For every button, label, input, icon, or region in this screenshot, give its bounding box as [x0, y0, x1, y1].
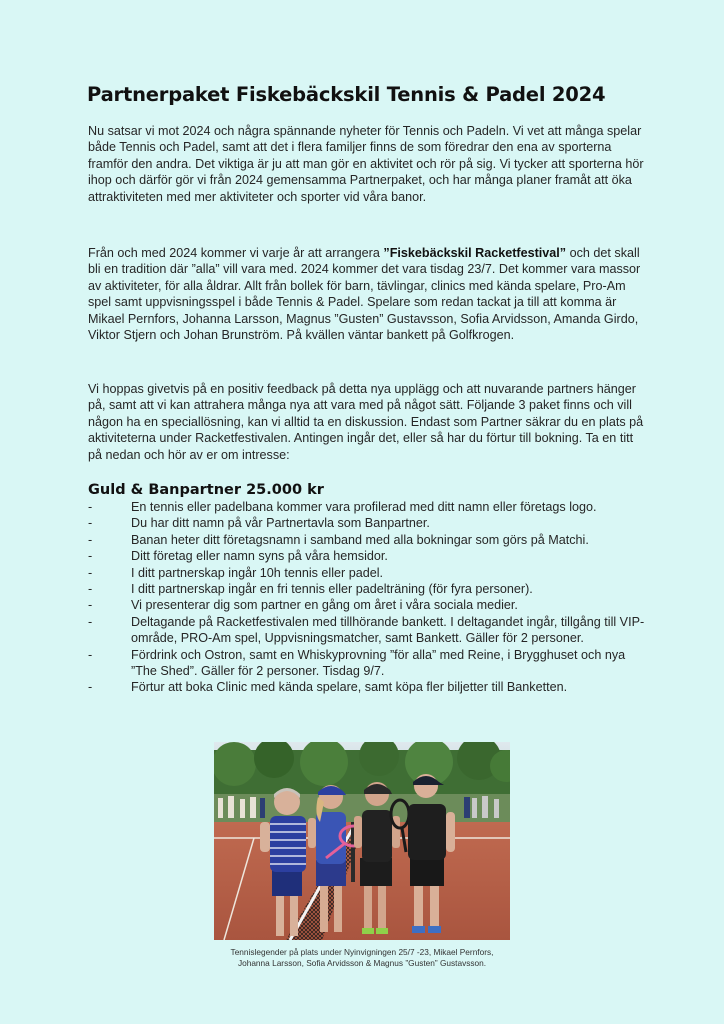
package-benefit-item: [88, 679, 648, 695]
package-benefit-item: [88, 614, 648, 647]
package-benefit-item: [88, 499, 648, 515]
package-benefit-item: [88, 565, 648, 581]
photo-caption: Tennislegender på plats under Nyinvigningen 25/7 -23, Mikael Pernfors, Johanna Larsson, Sofia Arvidsson & Magnus ”Gusten” Gustavsson.: [230, 947, 494, 968]
package-heading: Guld & Banpartner 25.000 kr: [88, 482, 324, 498]
racketfestival-name: ”Fiskebäckskil Racketfestival”: [383, 246, 567, 260]
package-benefit-text: I ditt partnerskap ingår 10h tennis eller padel.: [131, 565, 384, 580]
racketfestival-text-start: Från och med 2024 kommer vi varje år att arrangera: [88, 246, 384, 260]
bullet-dash: -: [88, 680, 93, 695]
package-benefit-text: Fördrink och Ostron, samt en Whiskyprovning ”för alla” med Reine, i Brygghuset och nya ”The Shed”. Gäller för 2 personer. Tisdag 9/7.: [131, 647, 626, 679]
package-benefits-list: [88, 499, 648, 696]
package-benefit-text: Ditt företag eller namn syns på våra hemsidor.: [131, 549, 388, 564]
bullet-dash: -: [88, 500, 93, 514]
package-benefit-item: [88, 597, 648, 613]
package-benefit-text: En tennis eller padelbana kommer vara profilerad med ditt namn eller företags logo.: [131, 500, 597, 514]
page-title: Partnerpaket Fiskebäckskil Tennis & Padel 2024: [87, 83, 606, 106]
event-photo: [214, 742, 510, 940]
racketfestival-paragraph: [88, 245, 644, 343]
packages-paragraph: Vi hoppas givetvis på en positiv feedback på detta nya upplägg och att nuvarande partners hänger på, samt att vi kan attrahera många nya att vara med på något sätt. Följande 3 paket finns och vill någon ha en speciallösning, kan vi alltid ta en diskussion. Endast som Partner säkrar du en plats på aktiviteterna under Racketfestivalen. Antingen ingår det, eller så har du förtur till bokning. Ta en titt på nedan och hör av er om intresse:: [88, 382, 644, 462]
bullet-dash: -: [88, 582, 93, 597]
package-benefit-item: [88, 581, 648, 597]
package-benefit-item: [88, 548, 648, 564]
package-benefit-item: [88, 532, 648, 548]
bullet-dash: -: [88, 516, 93, 531]
intro-paragraph: Nu satsar vi mot 2024 och några spännande nyheter för Tennis och Padeln. Vi vet att många spelar både Tennis och Padel, samt att det i flera familjer finns de som föredrar den ena av sporterna framför den andra. Det viktiga är ju att man gör en aktivitet och rör på sig. Vi tycker att sporterna hör ihop och därför gör vi från 2024 gemensamma Partnerpaket, och har många planer framåt att öka attraktiviteten med mer aktiviteter och sporter vid våra banor.: [88, 124, 644, 204]
bullet-dash: -: [88, 549, 93, 564]
package-benefit-text: Du har ditt namn på vår Partnertavla som Banpartner.: [131, 516, 430, 531]
bullet-dash: -: [88, 647, 93, 662]
package-benefit-item: [88, 647, 648, 680]
racketfestival-text-end: och det skall bli en tradition där ”alla” vill vara med. 2024 kommer det vara tisdag 23/7. Det kommer vara massor av aktiviteter, för alla åldrar. Allt från bollek för barn, tävlingar, clinics med kända spelare, Pro-Am spel samt uppvisningsspel i både Tennis & Padel. Spelare som redan tackat ja till att komma är Mikael Pernfors, Johanna Larsson, Magnus ”Gusten” Gustavsson, Sofia Arvidsson, Amanda Girdo, Viktor Stjern och Johan Brunström. På kvällen väntar bankett på Golfkrogen.: [88, 246, 641, 343]
package-benefit-text: Förtur att boka Clinic med kända spelare, samt köpa fler biljetter till Banketten.: [131, 680, 568, 695]
package-benefit-text: Deltagande på Racketfestivalen med tillhörande bankett. I deltagandet ingår, tillgång till VIP-område, PRO-Am spel, Uppvisningsmatcher, samt Bankett. Gäller för 2 personer.: [131, 614, 645, 646]
package-benefit-text: Vi presenterar dig som partner en gång om året i våra sociala medier.: [131, 598, 518, 613]
bullet-dash: -: [88, 598, 93, 613]
package-benefit-text: Banan heter ditt företagsnamn i samband med alla bokningar som görs på Matchi.: [131, 532, 589, 547]
bullet-dash: -: [88, 532, 93, 547]
bullet-dash: -: [88, 614, 93, 629]
package-benefit-item: [88, 515, 648, 531]
package-benefit-text: I ditt partnerskap ingår en fri tennis eller padelträning (för fyra personer).: [131, 582, 533, 597]
bullet-dash: -: [88, 565, 93, 580]
